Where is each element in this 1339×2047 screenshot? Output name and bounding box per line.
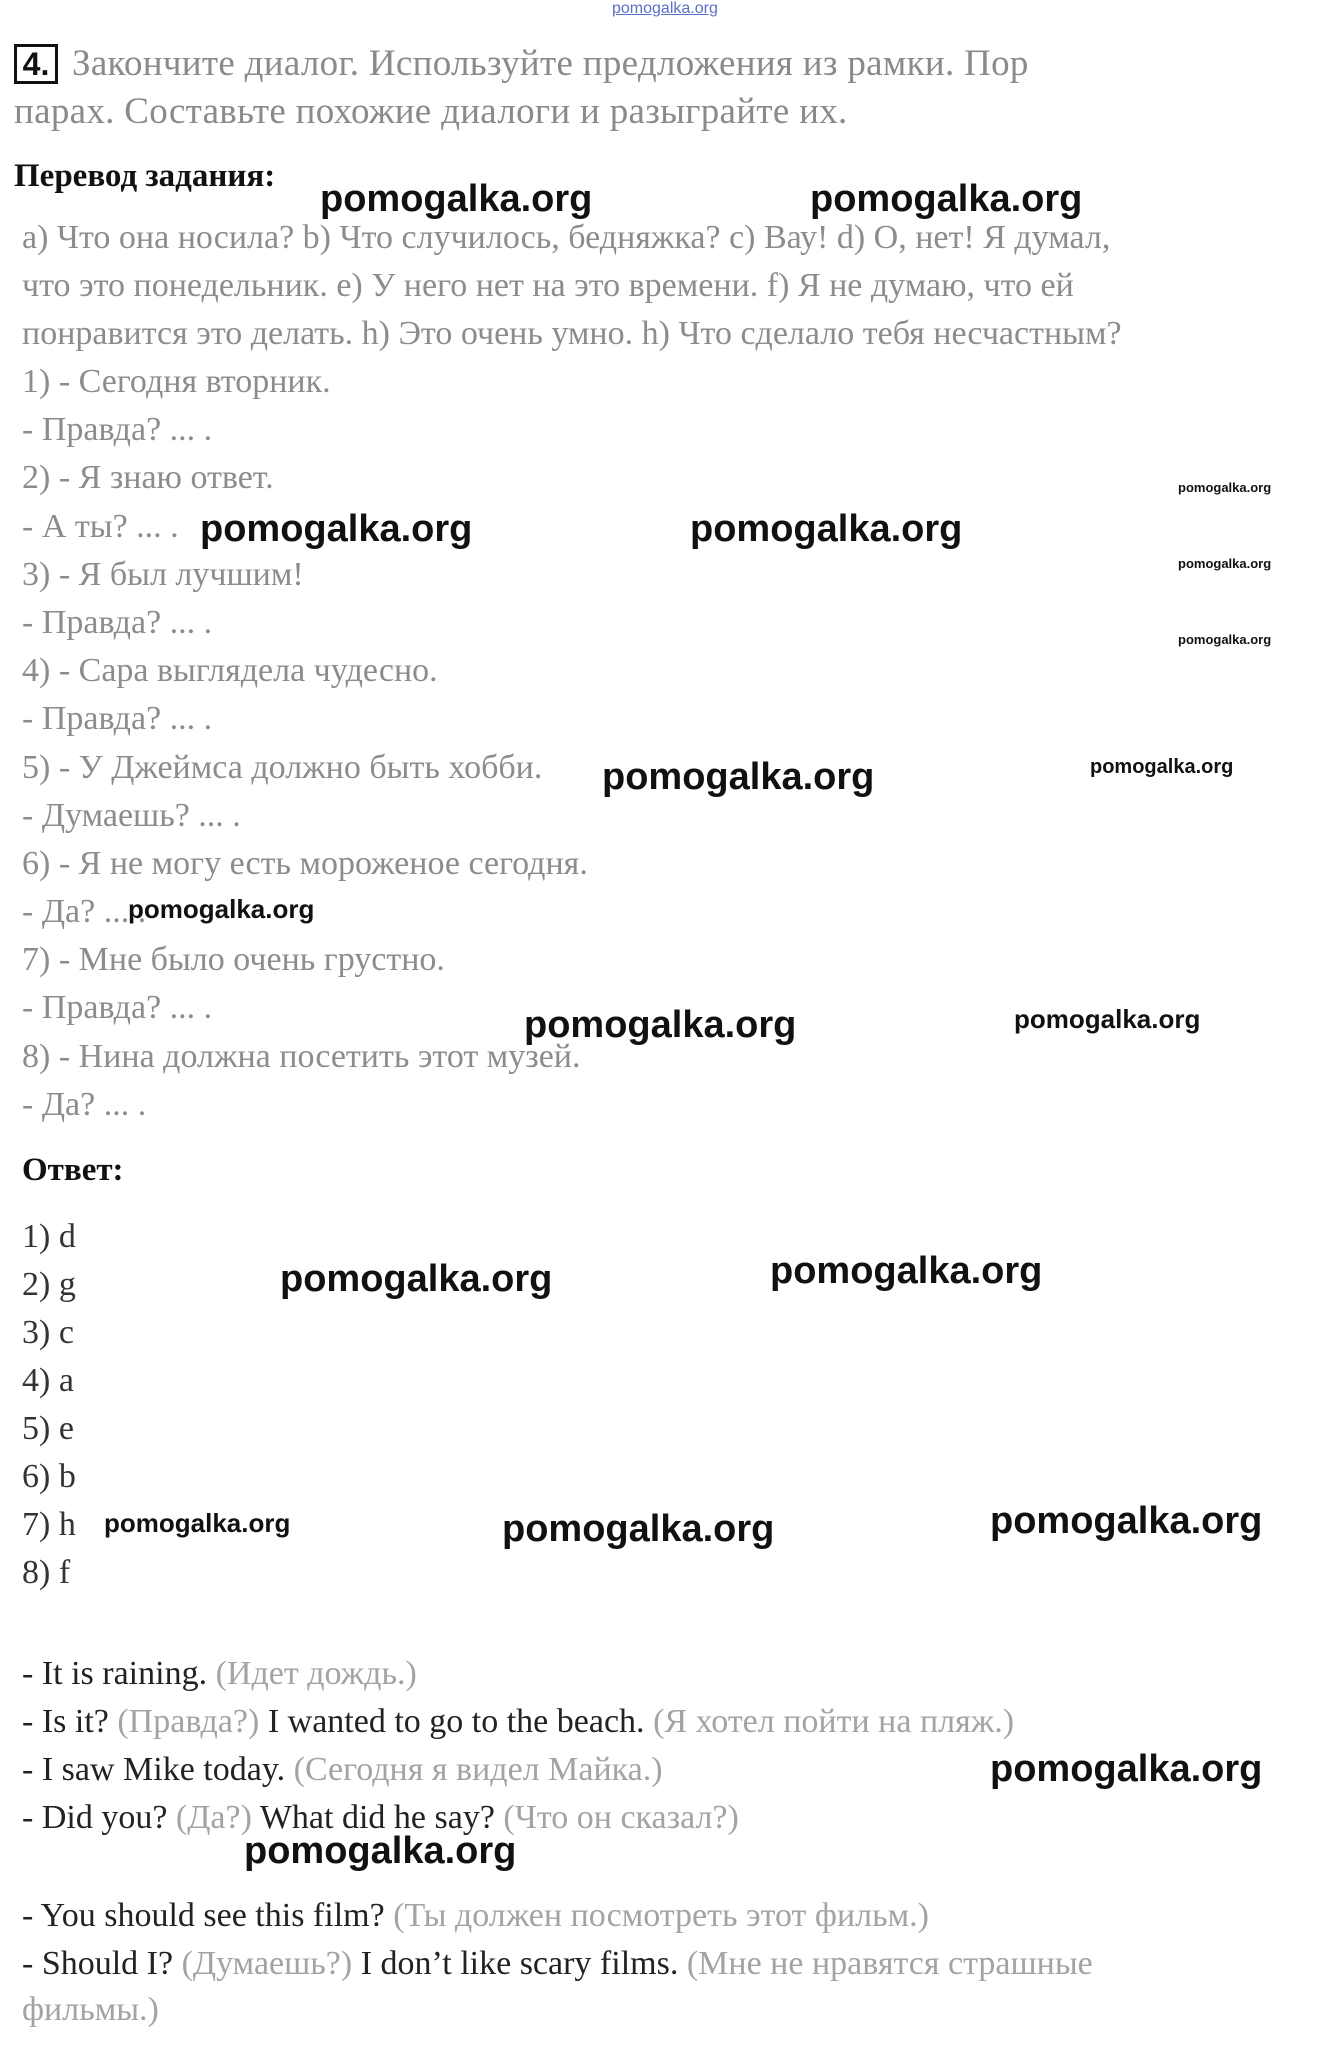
translation-line: a) Что она носила? b) Что случилось, бедняжка? c) Вау! d) О, нет! Я думал, xyxy=(22,219,1111,256)
translation-line: - Правда? ... . xyxy=(22,604,213,641)
translation-line: 3) - Я был лучшим! xyxy=(22,556,304,593)
watermark: pomogalka.org xyxy=(1178,480,1272,495)
dialogue-translation: (Что он сказал?) xyxy=(494,1799,739,1836)
translation-line: - Правда? ... . xyxy=(22,411,213,448)
dialogue-line xyxy=(22,1751,663,1789)
watermark: pomogalka.org xyxy=(602,756,875,798)
watermark: pomogalka.org xyxy=(1014,1004,1201,1034)
task-instruction-line-1: Закончите диалог. Используйте предложения из рамки. Пор xyxy=(72,43,1029,84)
answer-item: 4) a xyxy=(22,1362,74,1399)
translation-line: - А ты? ... . xyxy=(22,508,179,545)
site-watermark-top[interactable]: pomogalka.org xyxy=(612,0,718,17)
answer-item: 7) h xyxy=(22,1506,76,1543)
translation-line: - Да? ... . xyxy=(22,1086,147,1123)
dialogue-line xyxy=(22,1945,1093,1983)
translation-line: 4) - Сара выглядела чудесно. xyxy=(22,652,438,689)
watermark: pomogalka.org xyxy=(320,178,593,220)
dialogue-line xyxy=(22,1897,929,1935)
dialogue-english: What did he say? xyxy=(251,1799,495,1836)
translation-line: 1) - Сегодня вторник. xyxy=(22,363,331,400)
translation-line: - Да? ... . xyxy=(22,893,147,930)
translation-heading: Перевод задания: xyxy=(14,158,276,194)
task-instruction-line-2: парах. Составьте похожие диалоги и разыграйте их. xyxy=(14,91,848,132)
watermark: pomogalka.org xyxy=(1178,556,1272,571)
watermark: pomogalka.org xyxy=(1090,756,1234,778)
answer-item: 3) c xyxy=(22,1314,74,1351)
dialogue-translation: (Сегодня я видел Майка.) xyxy=(285,1751,663,1788)
watermark: pomogalka.org xyxy=(200,508,473,550)
dialogue-english: - It is raining. xyxy=(22,1655,208,1692)
translation-line: - Правда? ... . xyxy=(22,700,213,737)
watermark: pomogalka.org xyxy=(244,1830,517,1872)
dialogue-line xyxy=(22,1703,1014,1741)
dialogue-english: - You should see this film? xyxy=(22,1897,385,1934)
dialogue-english: - Should I? xyxy=(22,1945,174,1982)
watermark: pomogalka.org xyxy=(524,1004,797,1046)
dialogue-english: - Is it? xyxy=(22,1703,109,1740)
task-number-box: 4. xyxy=(14,44,58,84)
watermark: pomogalka.org xyxy=(1178,632,1272,647)
dialogue-line xyxy=(22,1655,417,1693)
watermark: pomogalka.org xyxy=(128,894,315,924)
answer-item: 6) b xyxy=(22,1458,76,1495)
answer-item: 2) g xyxy=(22,1266,76,1303)
dialogue-translation: (Правда?) xyxy=(108,1703,260,1740)
answer-item: 5) e xyxy=(22,1410,74,1447)
translation-line: - Правда? ... . xyxy=(22,989,213,1026)
translation-line: 6) - Я не могу есть мороженое сегодня. xyxy=(22,845,588,882)
answer-heading: Ответ: xyxy=(22,1152,124,1188)
dialogue-translation: (Думаешь?) xyxy=(173,1945,353,1982)
dialogue-english: - I saw Mike today. xyxy=(22,1751,286,1788)
dialogue-english: I don’t like scary films. xyxy=(352,1945,679,1982)
watermark: pomogalka.org xyxy=(690,508,963,550)
dialogue-translation: (Я хотел пойти на пляж.) xyxy=(644,1703,1015,1740)
dialogue-translation: (Ты должен посмотреть этот фильм.) xyxy=(384,1897,929,1934)
translation-line: понравится это делать. h) Это очень умно. h) Что сделало тебя несчастным? xyxy=(22,315,1122,352)
dialogue-translation: (Мне не нравятся страшные xyxy=(678,1945,1093,1982)
watermark: pomogalka.org xyxy=(810,178,1083,220)
answer-item: 1) d xyxy=(22,1218,76,1255)
translation-line: что это понедельник. e) У него нет на это времени. f) Я не думаю, что ей xyxy=(22,267,1074,304)
translation-line: 8) - Нина должна посетить этот музей. xyxy=(22,1038,581,1075)
translation-line: 2) - Я знаю ответ. xyxy=(22,459,274,496)
dialogue-line xyxy=(22,1991,159,2029)
dialogue-translation: фильмы.) xyxy=(22,1991,159,2028)
dialogue-translation: (Идет дождь.) xyxy=(207,1655,417,1692)
dialogue-english: I wanted to go to the beach. xyxy=(259,1703,645,1740)
watermark: pomogalka.org xyxy=(502,1508,775,1550)
translation-line: 7) - Мне было очень грустно. xyxy=(22,941,445,978)
watermark: pomogalka.org xyxy=(990,1748,1263,1790)
dialogue-translation: (Да?) xyxy=(167,1799,252,1836)
watermark: pomogalka.org xyxy=(990,1500,1263,1542)
watermark: pomogalka.org xyxy=(280,1258,553,1300)
watermark: pomogalka.org xyxy=(104,1508,291,1538)
watermark: pomogalka.org xyxy=(770,1250,1043,1292)
answer-item: 8) f xyxy=(22,1554,71,1591)
dialogue-english: - Did you? xyxy=(22,1799,168,1836)
translation-line: - Думаешь? ... . xyxy=(22,797,241,834)
translation-line: 5) - У Джеймса должно быть хобби. xyxy=(22,749,543,786)
